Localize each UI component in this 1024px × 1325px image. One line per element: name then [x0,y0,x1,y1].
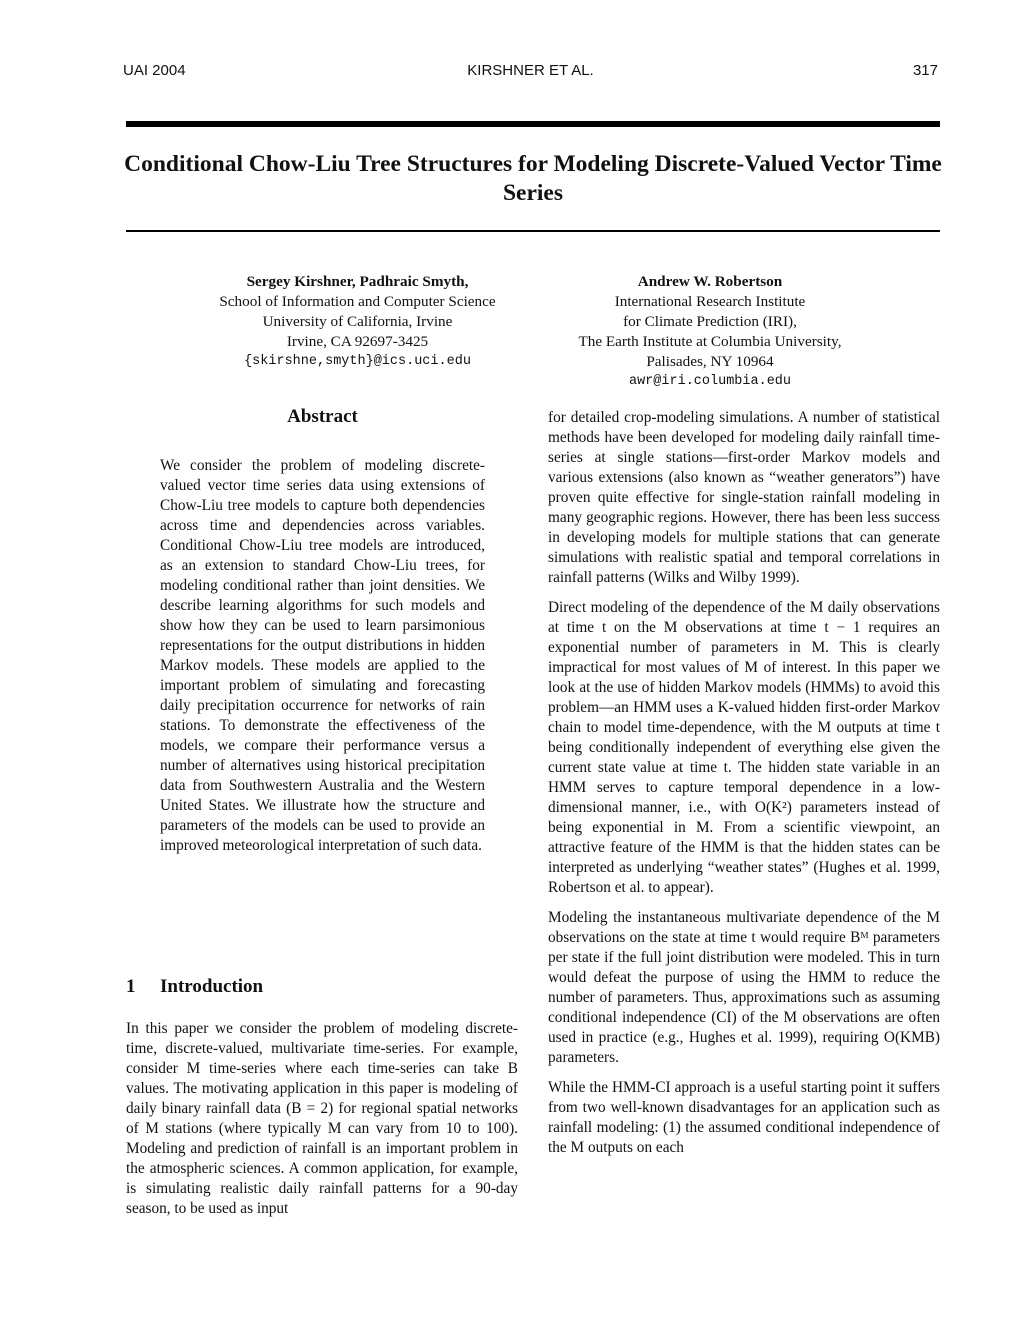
paragraph: for detailed crop-modeling simulations. A number of statistical methods have been developed for modeling daily rainfall time-series at single stations—first-order Markov models and various extensions (also known as “weather generators”) have proven quite effective for single-station rainfall modeling in many geographic regions. However, there has been less success in developing models for multiple stations that can generate simulations with realistic spatial and temporal correlations in rainfall patterns (Wilks and Wilby 1999). [548,409,940,586]
author-email: awr@iri.columbia.edu [628,374,792,389]
section-heading [126,976,263,998]
paper-title: Conditional Chow-Liu Tree Structures for Modeling Discrete-Valued Vector Time Series [124,151,942,206]
title-top-rule [126,121,940,127]
abstract-text: We consider the problem of modeling discrete-valued vector time series data using extensions of Chow-Liu tree models to capture both dependencies across time and dependencies across variables. Conditional Chow-Liu tree models are introduced, as an extension to standard Chow-Liu trees, for modeling conditional rather than joint densities. We describe learning algorithms for such models and show how they can be used to learn parsimonious representations for the output distributions in hidden Markov models. These models are applied to the important problem of simulating and forecasting daily precipitation occurrence for networks of rain stations. To demonstrate the effectiveness of the models, we compare their performance versus a number of alternatives using historical precipitation data from Southwestern Australia and the Western United States. We illustrate how the structure and parameters of the models can be used to provide an improved meteorological interpretation of such data. [160,457,485,854]
author-names: Sergey Kirshner, Padhraic Smyth, [246,273,469,290]
running-header [123,62,938,84]
author-block-2 [540,272,880,392]
header-venue: UAI 2004 [123,62,186,79]
author-names: Andrew W. Robertson [637,273,783,290]
header-authors: KIRSHNER ET AL. [467,62,594,79]
affiliation-line: Palisades, NY 10964 [646,353,774,370]
header-page-number: 317 [912,62,938,79]
right-column [548,408,940,1168]
section-title: Introduction [160,976,264,997]
affiliation-line: Irvine, CA 92697-3425 [286,333,429,350]
affiliation-line: International Research Institute [614,293,806,310]
affiliation-line: for Climate Prediction (IRI), [623,313,797,330]
section-number: 1 [126,976,136,997]
left-column [126,1019,518,1229]
affiliation-line: The Earth Institute at Columbia University, [578,333,842,350]
abstract-heading: Abstract [287,406,358,427]
paragraph: In this paper we consider the problem of modeling discrete-time, discrete-valued, multivariate time-series. For example, consider M time-series where each time-series can take B values. The motivating application in this paper is modeling of daily binary rainfall data (B = 2) for regional spatial networks of M stations (where typically M can vary from 10 to 100). Modeling and prediction of rainfall is an important problem in the atmospheric sciences. A common application, for example, is simulating realistic daily rainfall patterns for a 90-day season, to be used as input [126,1020,518,1217]
title-bottom-rule [126,230,940,232]
paragraph: While the HMM-CI approach is a useful starting point it suffers from two well-known disadvantages for an application such as rainfall modeling: (1) the assumed conditional independence of the M outputs on each [548,1079,940,1156]
paragraph: Direct modeling of the dependence of the M daily observations at time t on the M observations at time t − 1 requires an exponential number of parameters in M. This is clearly impractical for most values of M of interest. In this paper we look at the use of hidden Markov models (HMMs) to avoid this problem—an HMM uses a K-valued hidden first-order Markov chain to model time-dependence, with the M outputs at time t being conditionally independent of everything else given the current state value at time t. The hidden state variable in an HMM serves to capture temporal dependence in a low-dimensional manner, i.e., with O(K²) parameters instead of being exponential in M. From a scientific viewpoint, an attractive feature of the HMM is that the hidden states can be interpreted as underlying “weather states” (Hughes et al. 1999, Robertson et al. to appear). [548,599,940,896]
affiliation-line: University of California, Irvine [262,313,453,330]
paragraph: Modeling the instantaneous multivariate dependence of the M observations on the state at time t would require Bᴹ parameters per state if the full joint distribution were modeled. This in turn would defeat the purpose of using the HMM to reduce the number of parameters. Thus, approximations such as assuming conditional independence (CI) of the M observations are often used in practice (e.g., Hughes et al. 1999), requiring O(KMB) parameters. [548,909,940,1066]
affiliation-line: School of Information and Computer Science [219,293,496,310]
author-email: {skirshne,smyth}@ics.uci.edu [244,354,471,369]
author-block-1 [185,272,530,372]
